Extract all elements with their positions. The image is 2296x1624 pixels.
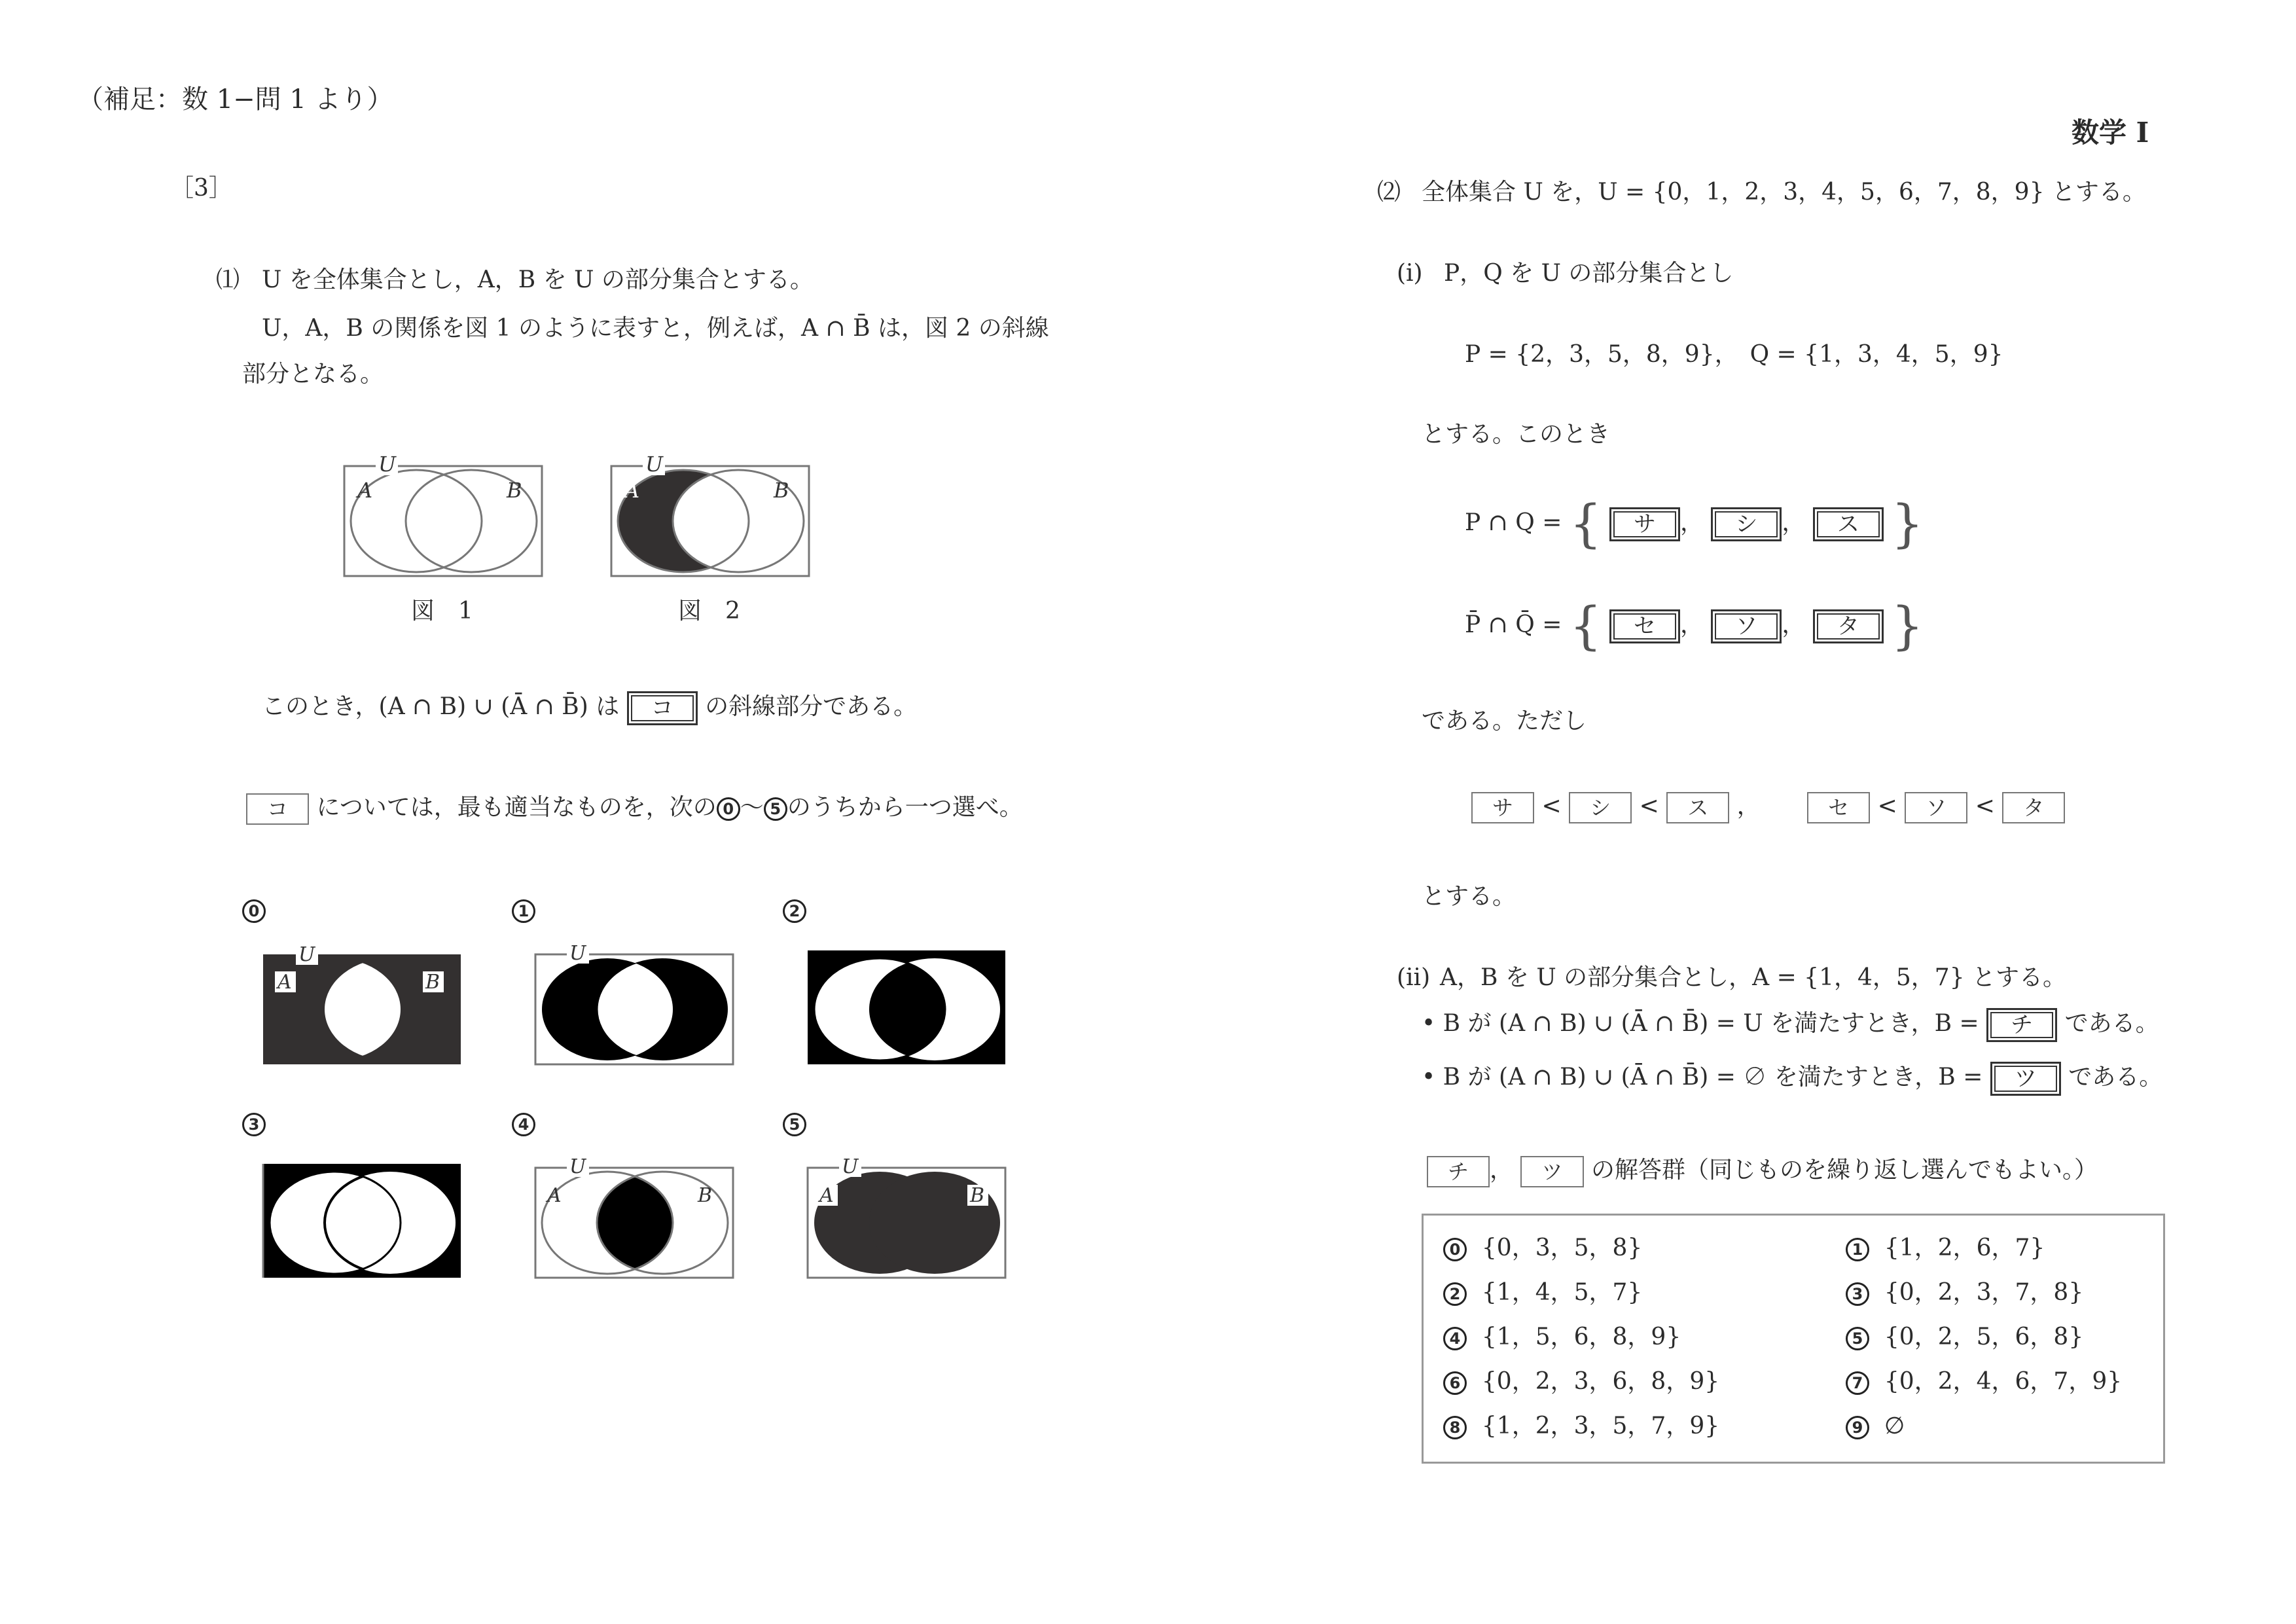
- group-text: の解答群（同じものを繰り返し選んでもよい。）: [1590, 1157, 2098, 1183]
- pq-label: P ∩ Q =: [1465, 509, 1562, 536]
- choice-2[interactable]: [1443, 1278, 1642, 1307]
- choice-7[interactable]: [1846, 1367, 2122, 1396]
- option-2-marker: 2: [783, 899, 806, 923]
- part2-i-text: P，Q を U の部分集合とし: [1444, 260, 1734, 287]
- ko-instruction: [246, 793, 1023, 825]
- group-box-tsu: ツ: [1520, 1156, 1583, 1187]
- order-box-su: ス: [1666, 792, 1729, 823]
- choice-6-set: {0，2，3，6，8，9}: [1481, 1368, 1720, 1395]
- answer-box-ko-ref: コ: [246, 793, 309, 825]
- answer-box-shi[interactable]: シ: [1711, 507, 1782, 541]
- venn1-b-label: B: [507, 478, 522, 503]
- order-box-shi: シ: [1569, 792, 1632, 823]
- choice-1-marker: 1: [1846, 1238, 1869, 1261]
- choice-0-set: {0，3，5，8}: [1481, 1235, 1643, 1261]
- pq-row: [1465, 495, 1924, 554]
- supplement-note: （補足：数 1−問 1 より）: [77, 84, 393, 115]
- choice-1[interactable]: [1846, 1234, 2045, 1263]
- choice-6-marker: 6: [1443, 1371, 1467, 1395]
- ko-statement-post: の斜線部分である。: [705, 693, 918, 720]
- venn-figure-2: [610, 453, 813, 577]
- option-5-venn[interactable]: [806, 1155, 1009, 1279]
- choice-9[interactable]: [1846, 1412, 1905, 1441]
- choice-2-set: {1，4，5，7}: [1481, 1279, 1643, 1306]
- part2-number: ⑵: [1377, 179, 1401, 206]
- bullet-2-pre: • B が (A ∩ B) ∪ (Ā ∩ B̄) = ∅ を満たすとき，B =: [1422, 1064, 1983, 1091]
- option-2-venn[interactable]: [806, 941, 1009, 1066]
- venn-figure-1: [343, 453, 546, 577]
- option-1-marker: 1: [512, 899, 535, 923]
- part2-i-label: (i): [1397, 260, 1423, 287]
- choice-5[interactable]: [1846, 1323, 2083, 1352]
- option-0-marker: 0: [242, 899, 266, 923]
- option-4-venn[interactable]: [534, 1155, 737, 1279]
- order-box-ta: タ: [2002, 792, 2065, 823]
- answer-choices-panel: [1422, 1214, 2165, 1464]
- option-0-venn[interactable]: [262, 941, 465, 1066]
- section-label: ［3］: [170, 175, 232, 202]
- fig2-caption: 図 2: [678, 598, 740, 624]
- opt5-a-label: A: [819, 1184, 834, 1207]
- bullet-1-post: である。: [2064, 1010, 2159, 1037]
- q1-line3: 部分となる。: [242, 361, 384, 388]
- option-3-venn[interactable]: [262, 1155, 465, 1279]
- option-1-venn[interactable]: [534, 941, 737, 1066]
- answer-box-sa[interactable]: サ: [1609, 507, 1680, 541]
- choice-4-set: {1，5，6，8，9}: [1481, 1324, 1681, 1350]
- venn1-a-label: A: [357, 478, 373, 503]
- choice-8-marker: 8: [1443, 1416, 1467, 1439]
- q1-line2: U，A，B の関係を図 1 のように表すと，例えば，A ∩ B̄ は，図 2 の斜線: [262, 315, 1049, 342]
- option-4-marker: 4: [512, 1113, 535, 1136]
- answer-box-tsu[interactable]: ツ: [1990, 1062, 2061, 1096]
- bullet-1-pre: • B が (A ∩ B) ∪ (Ā ∩ B̄) = U を満たすとき，B =: [1422, 1010, 1979, 1037]
- part2-ii-label: (ii): [1397, 964, 1431, 991]
- order-lt-3: <: [1877, 793, 1897, 820]
- option-3-marker: 3: [242, 1113, 266, 1136]
- bullet-2: [1422, 1062, 2162, 1096]
- choice-7-set: {0，2，4，6，7，9}: [1884, 1368, 2123, 1395]
- answer-box-ko[interactable]: コ: [627, 691, 698, 725]
- choice-5-marker: 5: [1846, 1327, 1869, 1350]
- part2-ii-text: A，B を U の部分集合とし，A = {1，4，5，7} とする。: [1440, 964, 2067, 991]
- pq-comma-1: ，: [1679, 509, 1704, 536]
- q1-number: ⑴: [216, 266, 240, 293]
- part2-i-then: とする。このとき: [1422, 421, 1611, 448]
- choice-tilde: ～: [740, 794, 764, 821]
- group-box-chi: チ: [1427, 1156, 1490, 1187]
- opt0-b-label: B: [425, 971, 440, 994]
- group-comma: ，: [1490, 1157, 1514, 1183]
- choice-end-marker: 5: [764, 797, 787, 821]
- pbqb-brace-close: }: [1891, 597, 1924, 656]
- opt0-u-label: U: [298, 943, 315, 966]
- choice-1-set: {1，2，6，7}: [1884, 1235, 2045, 1261]
- choice-3-marker: 3: [1846, 1282, 1869, 1306]
- subject-title: 数学 I: [2072, 117, 2149, 149]
- answer-box-se[interactable]: セ: [1609, 609, 1680, 643]
- ko-statement: [262, 691, 917, 725]
- order-box-se: セ: [1807, 792, 1870, 823]
- choice-4[interactable]: [1443, 1323, 1681, 1352]
- answer-box-su[interactable]: ス: [1813, 507, 1884, 541]
- ko-instruction-text: については，最も適当なものを，次の: [316, 794, 717, 821]
- pq-brace-open: {: [1569, 495, 1602, 554]
- opt1-u-label: U: [569, 942, 586, 965]
- answer-box-chi[interactable]: チ: [1986, 1008, 2057, 1042]
- choice-0[interactable]: [1443, 1234, 1642, 1263]
- order-comma: ，: [1736, 793, 1761, 820]
- choice-0-marker: 0: [1443, 1238, 1467, 1261]
- answer-box-so[interactable]: ソ: [1711, 609, 1782, 643]
- bullet-2-post: である。: [2068, 1064, 2163, 1091]
- order-lt-1: <: [1541, 793, 1562, 820]
- ko-statement-pre: このとき，(A ∩ B) ∪ (Ā ∩ B̄) は: [262, 693, 620, 720]
- part2-i-however: である。ただし: [1422, 708, 1587, 734]
- choice-9-marker: 9: [1846, 1416, 1869, 1439]
- pq-brace-close: }: [1891, 495, 1924, 554]
- bullet-1: [1422, 1008, 2159, 1042]
- choice-9-set: ∅: [1884, 1413, 1905, 1439]
- opt4-a-label: A: [547, 1184, 562, 1207]
- choice-3-set: {0，2，3，7，8}: [1884, 1279, 2084, 1306]
- answer-group-heading: [1427, 1156, 2098, 1187]
- pbqb-brace-open: {: [1569, 597, 1602, 656]
- order-lt-4: <: [1975, 793, 1995, 820]
- order-box-so: ソ: [1905, 792, 1967, 823]
- pbqb-label: P̄ ∩ Q̄ =: [1465, 611, 1562, 638]
- choice-7-marker: 7: [1846, 1371, 1869, 1395]
- fig1-caption: 図 1: [411, 598, 473, 624]
- pbqb-comma-1: ，: [1679, 611, 1704, 638]
- choice-start-marker: 0: [717, 797, 740, 821]
- choice-6[interactable]: [1443, 1367, 1719, 1396]
- part2-i-sets: P = {2，3，5，8，9}， Q = {1，3，4，5，9}: [1465, 341, 2003, 368]
- ordering-row: [1471, 792, 2065, 823]
- choice-8[interactable]: [1443, 1412, 1719, 1441]
- venn2-u-label: U: [645, 452, 663, 477]
- choice-5-set: {0，2，5，6，8}: [1884, 1324, 2084, 1350]
- option-5-marker: 5: [783, 1113, 806, 1136]
- q1-intro: U を全体集合とし，A，B を U の部分集合とする。: [262, 266, 814, 293]
- choice-8-set: {1，2，3，5，7，9}: [1481, 1413, 1720, 1439]
- part2-i-end: とする。: [1422, 883, 1516, 910]
- pbqb-row: [1465, 597, 1924, 656]
- choice-2-marker: 2: [1443, 1282, 1467, 1306]
- order-box-sa: サ: [1471, 792, 1534, 823]
- opt0-a-label: A: [278, 971, 292, 994]
- answer-box-ta[interactable]: タ: [1813, 609, 1884, 643]
- venn2-a-label: A: [624, 478, 640, 503]
- pbqb-comma-2: ，: [1782, 611, 1806, 638]
- opt4-b-label: B: [698, 1184, 713, 1207]
- part2-intro: 全体集合 U を，U = {0，1，2，3，4，5，6，7，8，9} とする。: [1422, 179, 2146, 206]
- choice-3[interactable]: [1846, 1278, 2083, 1307]
- ko-instruction-tail: のうちから一つ選べ。: [787, 794, 1023, 821]
- choice-4-marker: 4: [1443, 1327, 1467, 1350]
- order-lt-2: <: [1639, 793, 1659, 820]
- venn1-u-label: U: [378, 452, 396, 477]
- opt5-u-label: U: [842, 1155, 859, 1178]
- opt5-b-label: B: [970, 1184, 985, 1207]
- venn2-b-label: B: [774, 478, 789, 503]
- opt4-u-label: U: [569, 1155, 586, 1178]
- pq-comma-2: ，: [1782, 509, 1806, 536]
